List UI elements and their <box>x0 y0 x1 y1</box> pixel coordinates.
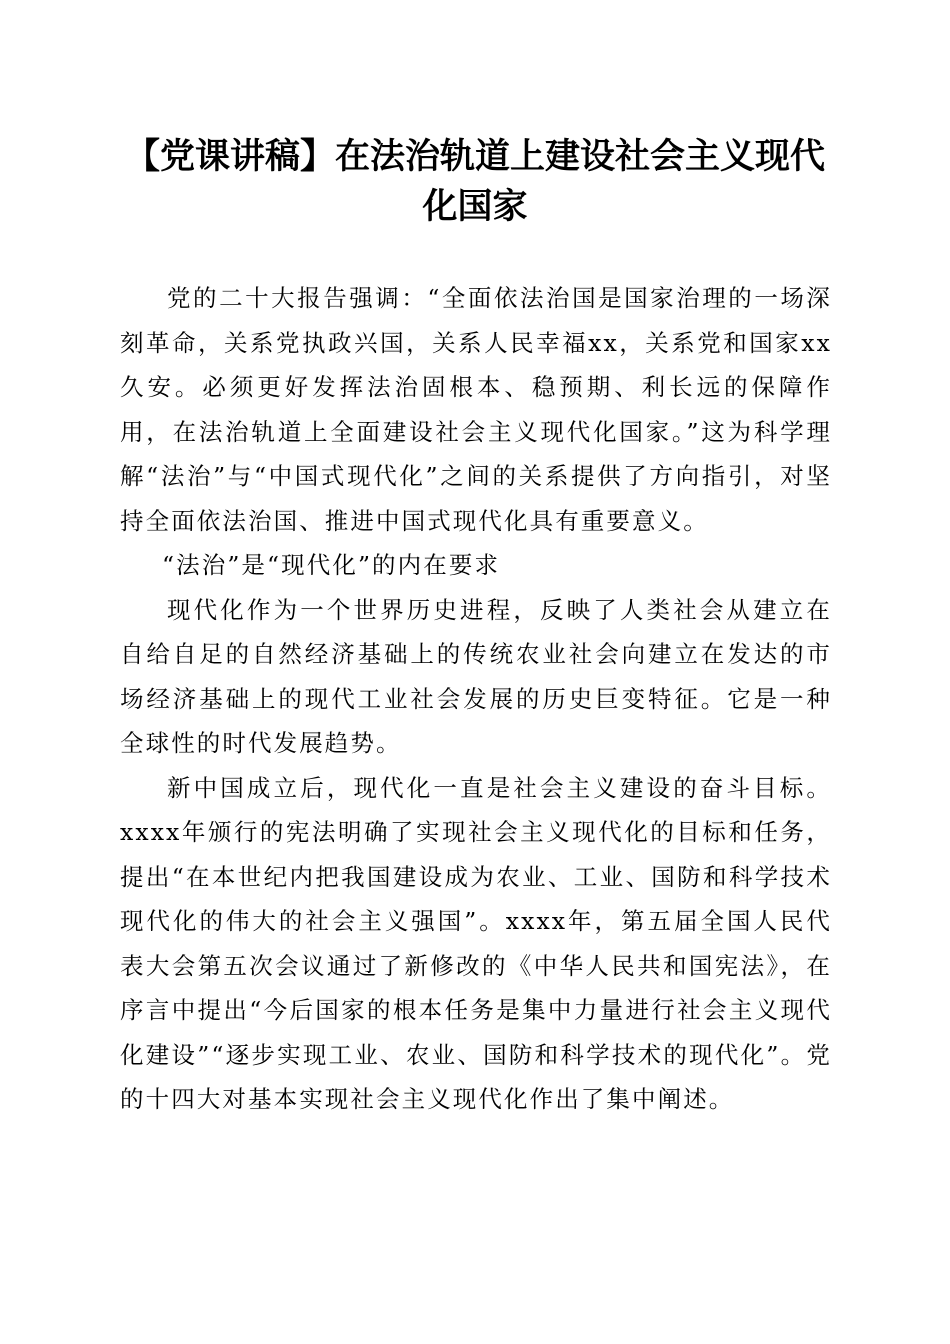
paragraph-history: 新中国成立后，现代化一直是社会主义建设的奋斗目标。xxxx年颁行的宪法明确了实现社会主义现代化的目标和任务，提出“在本世纪内把我国建设成为农业、工业、国防和科学技术现代化的伟大的社会主义强国”。xxxx年，第五届全国人民代表大会第五次会议通过了新修改的《中华人民共和国宪法》，在序言中提出“今后国家的根本任务是集中力量进行社会主义现代化建设”“逐步实现工业、农业、国防和科学技术的现代化”。党的十四大对基本实现社会主义现代化作出了集中阐述。 <box>120 773 832 1113</box>
paragraph-intro: 党的二十大报告强调：“全面依法治国是国家治理的一场深刻革命，关系党执政兴国，关系人民幸福xx，关系党和国家xx久安。必须更好发挥法治固根本、稳预期、利长远的保障作用，在法治轨道上全面建设社会主义现代化国家。”这为科学理解“法治”与“中国式现代化”之间的关系提供了方向指引，对坚持全面依法治国、推进中国式现代化具有重要意义。 <box>120 284 832 535</box>
section-heading: “法治”是“现代化”的内在要求 <box>162 551 501 579</box>
document-title: 【党课讲稿】在法治轨道上建设社会主义现代化国家 <box>124 136 825 227</box>
document-body <box>120 276 832 1122</box>
paragraph-modernization: 现代化作为一个世界历史进程，反映了人类社会从建立在自给自足的自然经济基础上的传统农业社会向建立在发达的市场经济基础上的现代工业社会发展的历史巨变特征。它是一种全球性的时代发展趋势。 <box>120 595 832 757</box>
